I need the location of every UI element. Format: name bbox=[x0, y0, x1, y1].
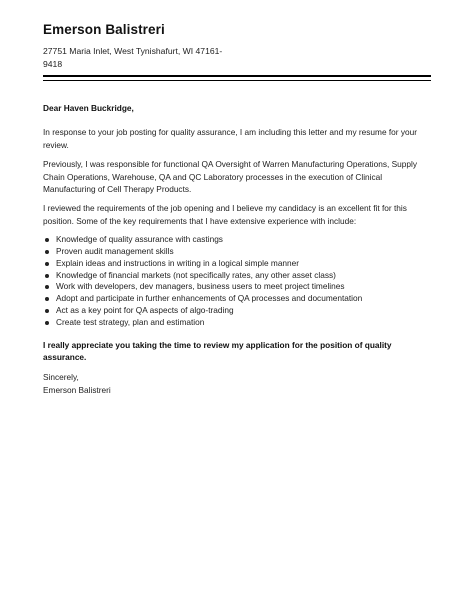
bullet-icon bbox=[45, 321, 49, 325]
bullet-icon bbox=[45, 285, 49, 289]
list-item bbox=[43, 305, 435, 317]
list-item bbox=[43, 317, 435, 329]
address-line-2: 9418 bbox=[43, 59, 63, 69]
list-item-text: Explain ideas and instructions in writing in a logical simple manner bbox=[56, 257, 300, 268]
list-item-text: Adopt and participate in further enhancements of QA processes and documentation bbox=[56, 293, 363, 304]
salutation: Dear Haven Buckridge, bbox=[43, 103, 134, 113]
list-item-text: Create test strategy, plan and estimation bbox=[56, 316, 205, 327]
header-divider-thick bbox=[43, 75, 431, 77]
list-item-text: Work with developers, dev managers, business users to meet project timelines bbox=[56, 281, 345, 292]
list-item-text: Act as a key point for QA aspects of algo-trading bbox=[56, 305, 234, 316]
requirements-intro-paragraph: I reviewed the requirements of the job opening and I believe my candidacy is an excellent fit for this position. Some of the key requirements that I have extensive experience with include: bbox=[43, 203, 407, 226]
requirements-list bbox=[43, 234, 435, 328]
signoff: Sincerely, bbox=[43, 372, 79, 383]
intro-paragraph: In response to your job posting for quality assurance, I am including this letter and my resume for your review. bbox=[43, 127, 418, 150]
list-item bbox=[43, 246, 435, 258]
experience-paragraph: Previously, I was responsible for functional QA Oversight of Warren Manufacturing Operations, Supply Chain Operations, Warehouse, QA and QC Laboratory processes in the execution of Clinical Manufacturing of Cell Therapy Products. bbox=[43, 159, 417, 195]
list-item bbox=[43, 281, 435, 293]
bullet-icon bbox=[45, 297, 49, 301]
list-item bbox=[43, 270, 435, 282]
closing-statement: I really appreciate you taking the time to review my application for the position of quality assurance. bbox=[43, 339, 392, 363]
list-item-text: Proven audit management skills bbox=[56, 246, 174, 257]
bullet-icon bbox=[45, 309, 49, 313]
sender-address bbox=[43, 45, 233, 71]
bullet-icon bbox=[45, 262, 49, 266]
sender-name: Emerson Balistreri bbox=[43, 22, 165, 37]
list-item bbox=[43, 293, 435, 305]
list-item-text: Knowledge of financial markets (not specifically rates, any other asset class) bbox=[56, 269, 336, 280]
list-item bbox=[43, 258, 435, 270]
list-item-text: Knowledge of quality assurance with castings bbox=[56, 234, 223, 245]
list-item bbox=[43, 234, 435, 246]
letter-body bbox=[43, 102, 435, 396]
header-divider-thin bbox=[43, 80, 431, 81]
signature-name: Emerson Balistreri bbox=[43, 384, 111, 395]
bullet-icon bbox=[45, 274, 49, 278]
address-line-1: 27751 Maria Inlet, West Tynishafurt, WI 47161- bbox=[43, 46, 223, 56]
bullet-icon bbox=[45, 250, 49, 254]
bullet-icon bbox=[45, 238, 49, 242]
